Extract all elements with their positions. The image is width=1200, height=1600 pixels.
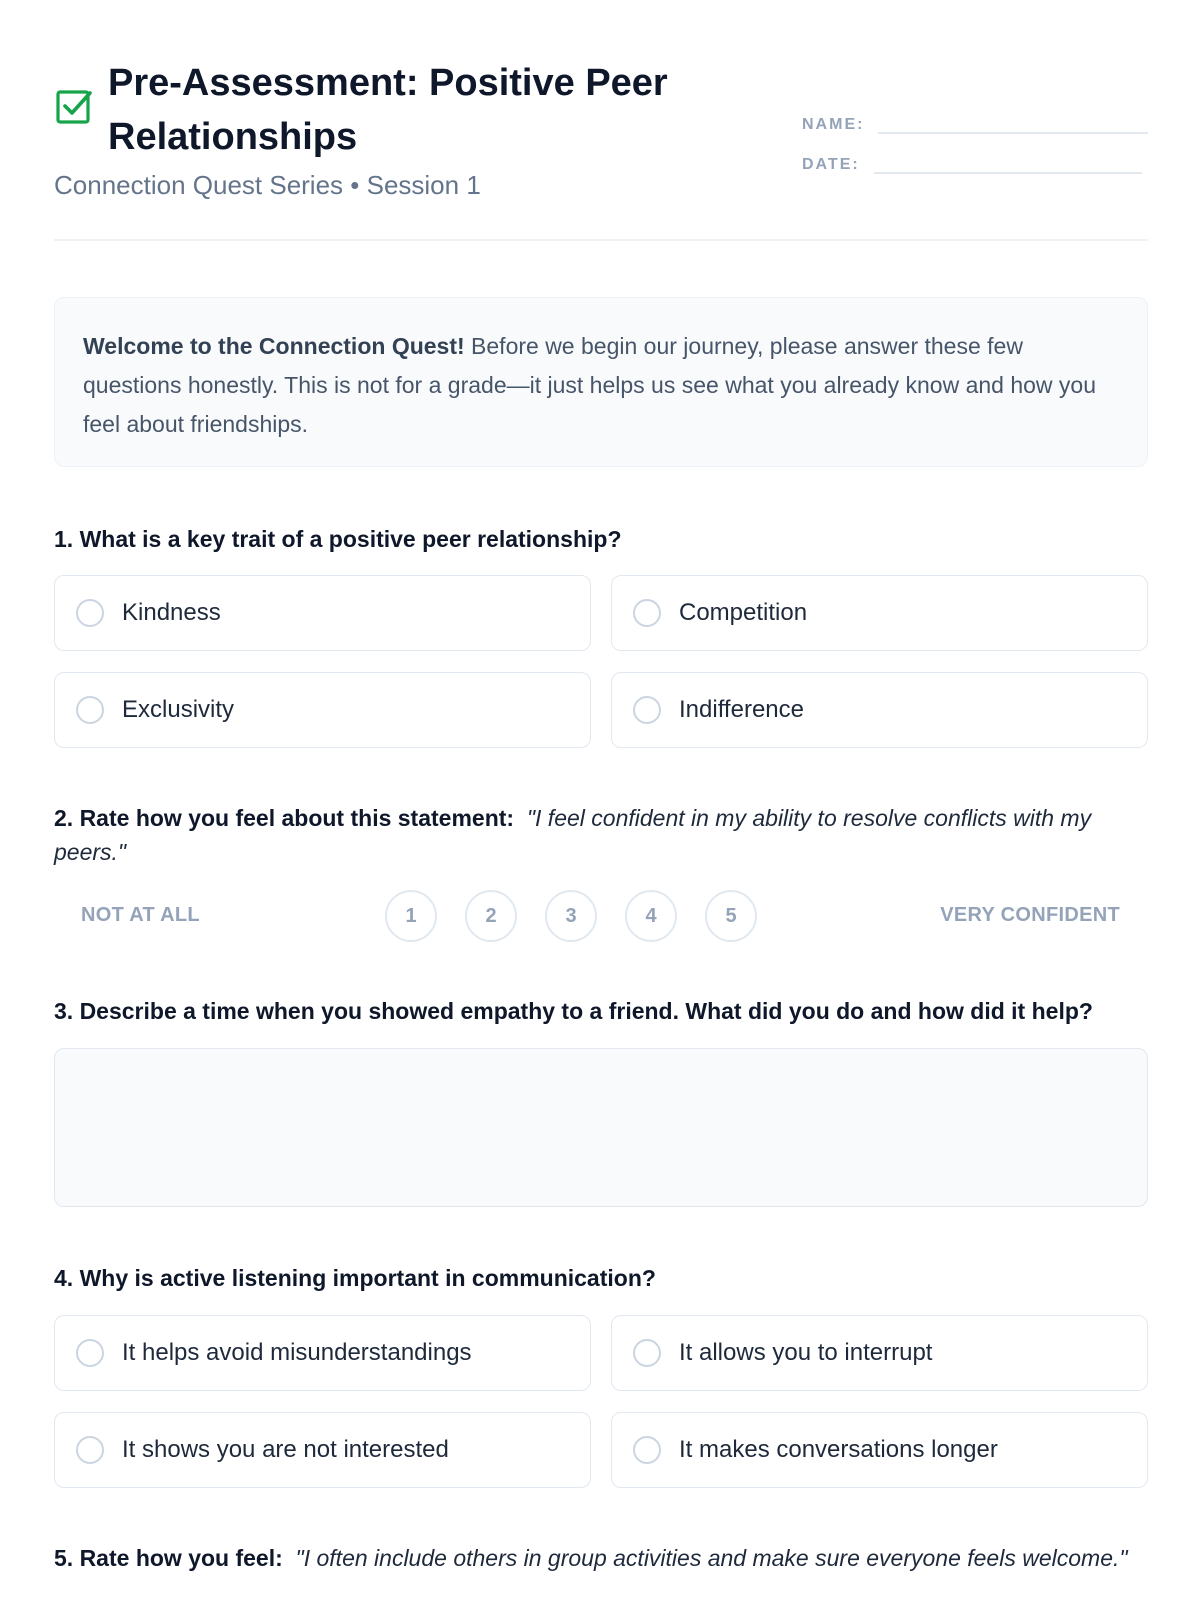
q4-option-not-interested[interactable] [54, 1412, 591, 1488]
date-row [802, 134, 1148, 174]
name-row [802, 94, 1148, 134]
scale-option-2[interactable]: 2 [465, 890, 517, 942]
scale-option-5[interactable]: 5 [705, 890, 757, 942]
radio-icon[interactable] [633, 696, 661, 724]
scale-options [385, 890, 757, 942]
intro-heading: Welcome to the Connection Quest! [83, 333, 465, 359]
q1-option-indifference[interactable] [611, 672, 1148, 748]
q4-option-interrupt[interactable] [611, 1315, 1148, 1391]
name-field[interactable] [878, 110, 1148, 134]
radio-icon[interactable] [76, 696, 104, 724]
checkbox-icon [54, 86, 94, 126]
option-label: It shows you are not interested [122, 1436, 449, 1463]
radio-icon[interactable] [633, 599, 661, 627]
date-label: DATE: [802, 156, 860, 173]
scale-low-label: NOT AT ALL [81, 904, 200, 926]
page-subtitle: Connection Quest Series • Session 1 [54, 170, 481, 200]
option-label: It allows you to interrupt [679, 1339, 933, 1366]
scale-option-3[interactable]: 3 [545, 890, 597, 942]
question-3-answer[interactable] [54, 1048, 1148, 1207]
q1-option-kindness[interactable] [54, 575, 591, 651]
scale-high-label: VERY CONFIDENT [940, 904, 1120, 926]
name-label: NAME: [802, 116, 865, 133]
question-5-label: 5. Rate how you feel: [54, 1545, 283, 1571]
question-5-quote: "I often include others in group activities and make sure everyone feels welcome." [295, 1545, 1128, 1571]
question-4: 4. Why is active listening important in communication? [54, 1265, 656, 1291]
question-1-options [54, 575, 1148, 748]
page-title: Pre-Assessment: Positive Peer Relationships [108, 62, 668, 158]
q4-option-avoid-misunderstandings[interactable] [54, 1315, 591, 1391]
option-label: It makes conversations longer [679, 1436, 998, 1463]
question-5 [54, 1541, 1154, 1575]
scale-option-4[interactable]: 4 [625, 890, 677, 942]
radio-icon[interactable] [76, 1339, 104, 1367]
q1-option-competition[interactable] [611, 575, 1148, 651]
worksheet-header [54, 56, 1148, 241]
option-label: Indifference [679, 696, 804, 723]
option-label: Competition [679, 599, 808, 626]
question-2-label: 2. Rate how you feel about this statement: [54, 805, 515, 831]
radio-icon[interactable] [633, 1436, 661, 1464]
intro-text: Before we begin our journey, please answer these few questions honestly. This is not for a grade—it just helps us see what you already know and how you feel about friendships. [83, 333, 1096, 437]
q4-option-longer-conversations[interactable] [611, 1412, 1148, 1488]
question-3: 3. Describe a time when you showed empathy to a friend. What did you do and how did it help? [54, 998, 1093, 1024]
option-label: Kindness [122, 599, 221, 626]
name-date-fields [802, 94, 1148, 174]
date-field[interactable] [874, 150, 1142, 174]
radio-icon[interactable] [633, 1339, 661, 1367]
radio-icon[interactable] [76, 599, 104, 627]
intro-box [54, 297, 1148, 467]
option-label: It helps avoid misunderstandings [122, 1339, 472, 1366]
question-1: 1. What is a key trait of a positive peer relationship? [54, 526, 622, 552]
question-4-options [54, 1315, 1148, 1488]
option-label: Exclusivity [122, 696, 235, 723]
q1-option-exclusivity[interactable] [54, 672, 591, 748]
question-2-quote: "I feel confident in my ability to resolve conflicts with my peers." [54, 805, 1092, 865]
question-2 [54, 801, 1154, 869]
scale-option-1[interactable]: 1 [385, 890, 437, 942]
question-2-scale [54, 890, 1148, 942]
radio-icon[interactable] [76, 1436, 104, 1464]
